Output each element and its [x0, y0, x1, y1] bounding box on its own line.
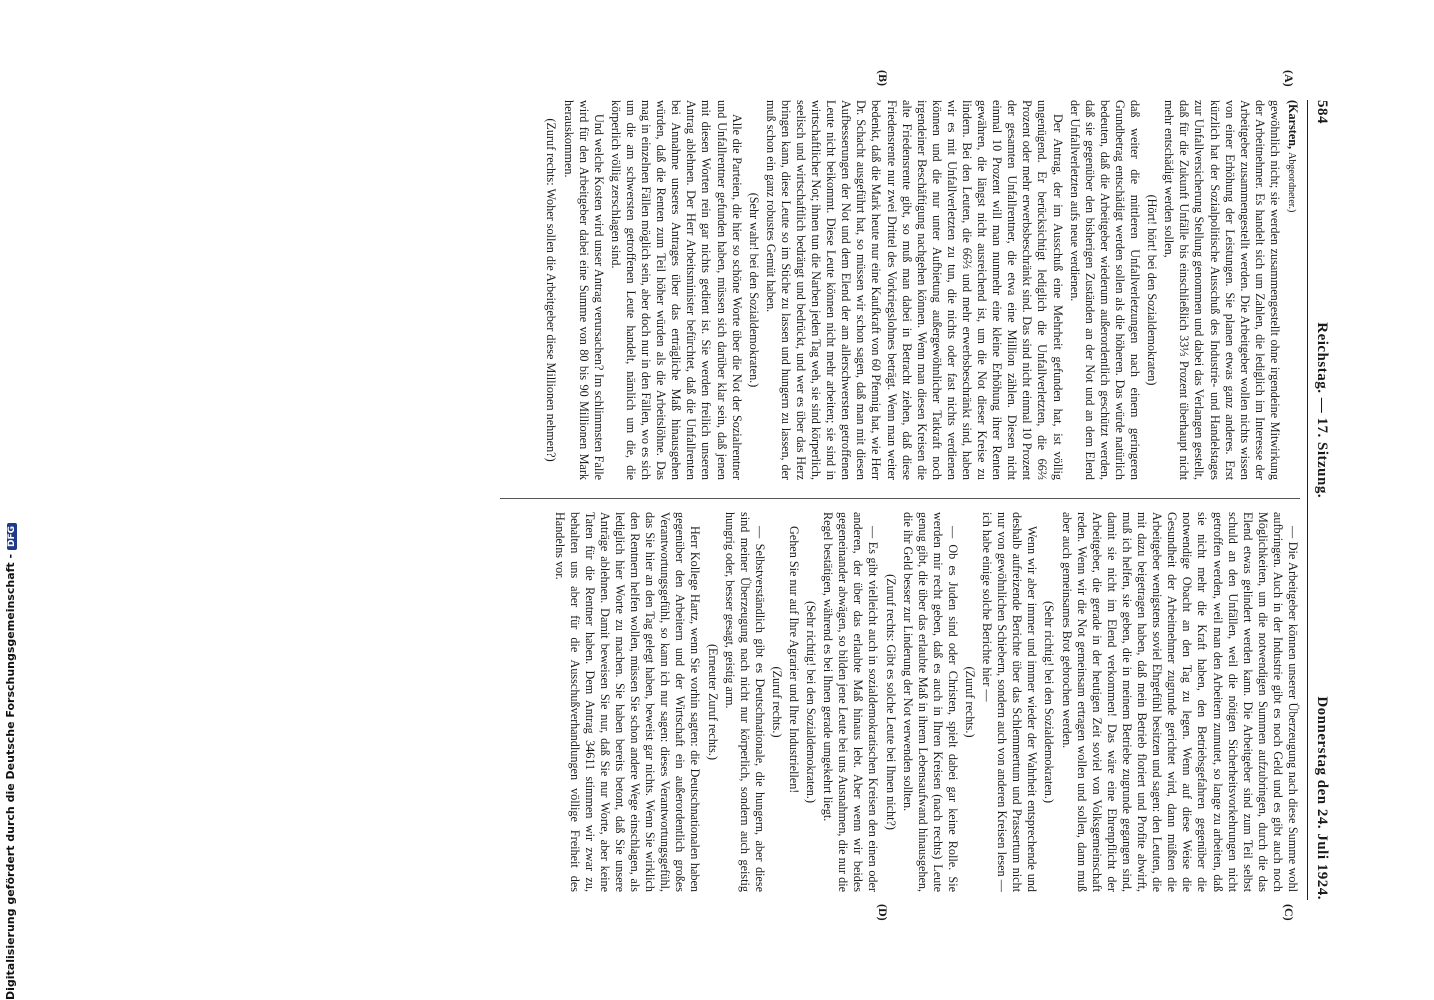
paragraph: — Selbstverständlich gibt es Deutschnationale, die hungern, aber diese sind meiner Überzeugung nach nicht nur körperlich, sondern auch geistig hungrig oder, besser gesagt, geistig arm.	[722, 512, 767, 892]
margin-mark-d: (D)	[876, 904, 890, 921]
margin-mark-b: (B)	[876, 70, 890, 86]
page-number: 584	[1314, 100, 1330, 124]
document-page	[130, 70, 1330, 921]
left-column	[541, 100, 1300, 480]
paragraph: Gehen Sie nur auf Ihre Agrarier und Ihre Industriellen!	[787, 526, 801, 794]
paragraph: gewöhnlich nicht; sie werden zusammengestellt ohne irgendeine Mitwirkung der Arbeitnehmer. Es handelt sich um Zahlen, die lediglich im Interesse der Arbeitgeber zusammengestellt werden. Die Arbeitgeber wollen nichts wissen von einer Erhöhung der Leistungen. Sie planen etwas ganz anderes. Erst kürzlich hat der Sozialpolitische Ausschuß des Industrie- und Handelstages zur Unfallversicherung Stellung genommen und dabei das Verlangen gestellt, daß für die Zukunft Unfälle bis einschließlich 33⅓ Prozent überhaupt nicht mehr entschädigt werden sollen,	[1162, 100, 1282, 480]
speaker-role: Abgeordneter.)	[1286, 152, 1297, 213]
session-date: Donnerstag den 24. Juli 1924.	[1314, 696, 1330, 900]
interjection: (Erneuter Zuruf rechts.)	[705, 643, 720, 761]
interjection: (Hört! hört! bei den Sozialdemokraten)	[1145, 194, 1160, 386]
page-header	[1307, 100, 1330, 900]
speaker-name: (Karsten,	[1286, 100, 1300, 150]
interjection: (Zuruf rechts: Gibt es solche Leute bei Ihnen nicht?)	[883, 574, 898, 830]
credit-text: Digitalisierung gefördert durch die Deutsche Forschungsgemeinschaft -	[4, 553, 17, 1000]
paragraph: — Die Arbeitgeber können unserer Überzeugung nach diese Summe wohl aufbringen. Auch in der Industrie gibt es noch Geld und es gibt auch noch Möglichkeiten, um die notwendigen Summen aufzubringen, durch die das Elend etwas gelindert werden kann. Die Arbeitgeber sind zum Teil selbst schuld an den Unfällen, weil die nötigen Sicherheitsvorkehrungen nicht getroffen werden, weil man den Arbeitern zumutet, so lange zu arbeiten, daß sie nicht mehr die Kraft haben, den Betriebsgefahren gegenüber die notwendige Obacht an den Tag zu legen. Wenn auf diese Weise die Gesundheit der Arbeitnehmer zugrunde gerichtet wird, dann müßten die Arbeitgeber wenigstens soviel Ehrgefühl besitzen und sagen: den Leuten, die mit dazu beigetragen haben, daß mein Betrieb floriert und Profite abwirft, muß ich helfen, sie geben, die in meinem Betriebe zugrunde gegangen sind, damit sie nicht im Elend verkommen! Das wäre eine Ehrenpflicht der Arbeitgeber, die gerade in der heutigen Zeit soviel von Volksgemeinschaft reden. Wenn wir die Not gemeinsam ertragen wollen und sollen, dann muß aber auch gemeinsames Brot gebrochen werden.	[1059, 512, 1300, 892]
paragraph: Alle die Parteien, die hier so schöne Worte über die Not der Sozialrentner und Unfallrentner gefunden haben, müssen sich darüber klar sein, daß jenen mit diesen Worten rein gar nichts gedient ist. Sie werden freilich unseren Antrag ablehnen. Der Herr Arbeitsminister befürchtet, daß die Unfallrenten bei Annahme unseres Antrages über das erträgliche Maß hinausgehen würden, daß die Renten zum Teil höher würden als die Arbeitslöhne. Das mag in einzelnen Fällen möglich sein, aber doch nur in den Fällen, wo es sich um die am schwersten getroffenen Leute handelt, nämlich um die, die körperlich völlig zerschlagen sind.	[608, 100, 744, 480]
margin-mark-a: (A)	[1282, 70, 1296, 87]
paragraph: daß weiter die mittleren Unfallverletzungen nach einem geringeren Grundbetrag entschädigt werden sollen als die höheren. Das würde natürlich bedeuten, daß die Arbeitgeber wiederum außerordentlich geschützt werden, daß sie gegenüber den bisherigen Zuständen an der Not und an dem Elend der Unfallverletzten aufs neue verdienen.	[1067, 100, 1143, 480]
interjection: (Zuruf rechts.)	[769, 666, 784, 738]
paragraph: Herr Kollege Hartz, wenn Sie vorhin sagten: die Deutschnationalen haben gegenüber den Arbeitern und der Wirtschaft ein außerordentlich großes Verantwortungsgefühl, so kann ich nur sagen: dieses Verantwortungsgefühl, das Sie hier an den Tag gelegt haben, beweist gar nichts. Wenn Sie wirklich den Rentnern helfen wollen, müssen Sie schon andere Wege einschlagen, als lediglich hier Worte zu machen. Sie haben bereits betont, daß Sie unsere Anträge ablehnen. Damit beweisen Sie nur, daß Sie nur Worte, aber keine Taten für die Rentner haben. Dem Antrag 34611 stimmen wir zwar zu, behalten uns aber für die Ausschußverhandlungen völlige Freiheit des Handelns vor.	[552, 512, 703, 892]
right-column	[550, 512, 1301, 892]
interjection: (Zuruf rechts: Woher sollen die Arbeitgeber diese Millionen nehmen?)	[544, 118, 559, 462]
interjection: (Sehr richtig! bei den Sozialdemokraten.)	[1042, 600, 1057, 804]
column-divider	[500, 498, 1300, 499]
margin-mark-c: (C)	[1282, 904, 1296, 921]
digitization-credit	[4, 523, 17, 1000]
paragraph: — Es gibt vielleicht auch in sozialdemokratischen Kreisen den einen oder anderen, der über das erlaubte Maß hinaus lebt. Aber wenn wir beides gegeneinander abwägen, so bilden jene Leute bei uns Ausnahmen, die nur die Regel bestätigen, während es bei Ihnen gerade umgekehrt liegt.	[821, 512, 881, 892]
speaker-line	[1284, 100, 1300, 480]
dfg-logo: DFG	[7, 523, 17, 550]
paragraph: Und welche Kosten wird unser Antrag verursachen? Im schlimmsten Falle wird für den Arbeitgeber dabei eine Summe von 80 bis 90 Millionen Mark herauskommen.	[561, 100, 606, 480]
interjection: (Sehr wahr! bei den Sozialdemokraten.)	[746, 192, 761, 388]
interjection: (Zuruf rechts.)	[963, 666, 978, 738]
paragraph: Der Antrag, der im Ausschuß eine Mehrheit gefunden hat, ist völlig ungenügend. Er berücksichtigt lediglich die Unfallverletzten, die 66⅔ Prozent oder mehr erwerbsbeschränkt sind. Das sind nicht einmal 10 Prozent der gesamten Unfallrentner, die etwa eine Million zählen. Diesen nicht einmal 10 Prozent will man nunmehr eine kleine Erhöhung ihrer Renten gewähren, die längst nicht ausreichend ist, um die Not dieser Kreise zu lindern. Bei den Leuten, die 66⅔ und mehr erwerbsbeschränkt sind, haben wir es mit Unfallverletzten zu tun, die nichts oder fast nichts verdienen können und die nur unter Aufbietung außergewöhnlicher Tatkraft noch irgendeiner Beschäftigung nachgehen können. Wenn man diesen Kreisen die alte Friedensrente gibt, so muß man dabei in Betracht ziehen, daß diese Friedensrente nur zwei Drittel des Vorkriegslohnes beträgt. Wenn man weiter bedenkt, daß die Mark heute nur eine Kaufkraft von 60 Pfennig hat, wie Herr Dr. Schacht ausgeführt hat, so müssen wir schon sagen, daß man mit diesen Aufbesserungen der Not und dem Elend der am allerschwersten getroffenen Leute nicht beikommt. Diese Leute können nicht mehr arbeiten; sie sind in wirtschaftlicher Not; ihnen tun die Narben jeden Tag weh, sie sind körperlich, seelisch und wirtschaftlich bedrängt und bedrückt, und wer es über das Herz bringen kann, diese Leute so im Stiche zu lassen und hungern zu lassen, der muß schon ein ganz robustes Gemüt haben.	[763, 100, 1065, 480]
interjection: (Sehr richtig! bei den Sozialdemokraten.)	[804, 600, 819, 804]
page-title: Reichstag. — 17. Sitzung.	[1314, 322, 1330, 499]
paragraph: Wenn wir aber immer und immer wieder der Wahrheit entsprechende und deshalb aufreizende Berichte über das Schlemmertum und Prassertum nicht nur von gewöhnlichen Schiebern, sondern auch von anderen Kreisen lesen — ich habe einige solche Berichte hier —	[980, 512, 1040, 892]
paragraph: — Ob es Juden sind oder Christen, spielt dabei gar keine Rolle. Sie werden mir recht geben, daß es auch in Ihren Kreisen (nach rechts) Leute genug gibt, die über das erlaubte Maß in ihrem Lebensaufwand hinausgehen, die ihr Geld besser zur Linderung der Not verwenden sollten.	[900, 512, 960, 892]
